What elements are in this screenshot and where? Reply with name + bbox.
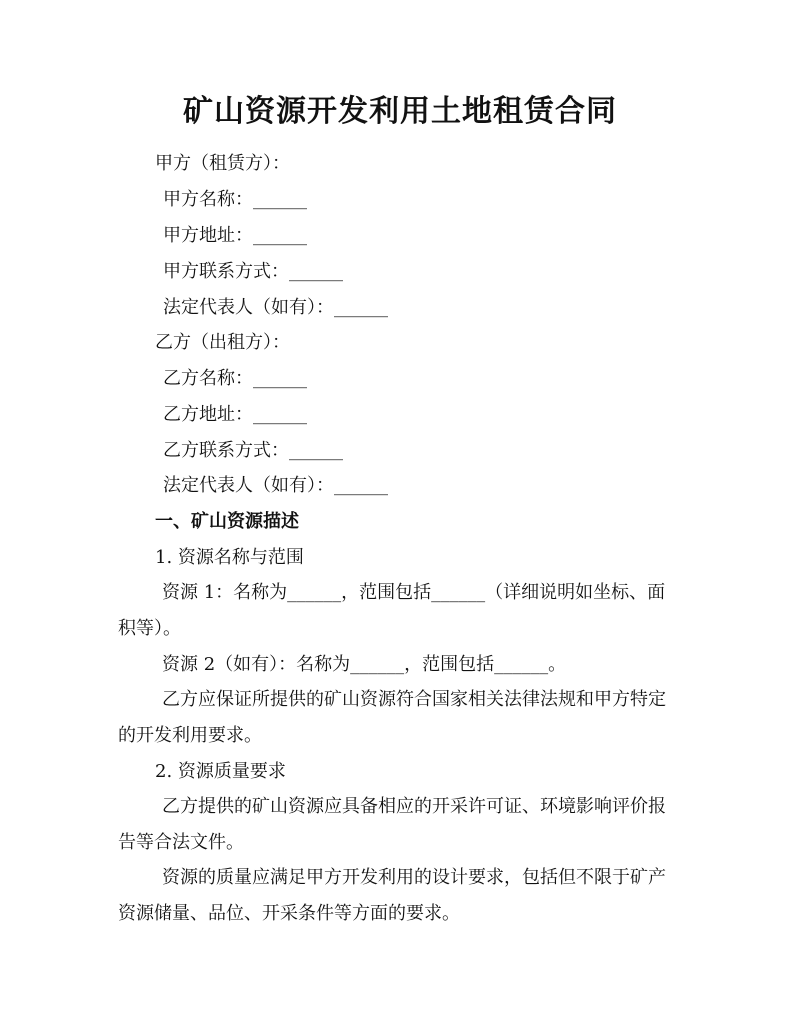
party-b-representative: 法定代表人（如有）：______ — [163, 475, 388, 496]
party-a-representative: 法定代表人（如有）：______ — [163, 297, 388, 318]
party-a-contact: 甲方联系方式：______ — [163, 261, 343, 282]
party-b-heading: 乙方（出租方）： — [155, 332, 290, 353]
party-a-heading: 甲方（租赁方）： — [155, 153, 290, 174]
resource-2-paragraph: 资源 2（如有）：名称为______，范围包括______。 — [162, 654, 567, 675]
document-title: 矿山资源开发利用土地租赁合同 — [183, 94, 617, 129]
section-1-2-heading: 2. 资源质量要求 — [155, 761, 286, 782]
section-1-heading: 一、矿山资源描述 — [155, 511, 299, 532]
quality-paragraph: 资源的质量应满足甲方开发利用的设计要求，包括但不限于矿产资源储量、品位、开采条件等方面的要求。 — [118, 867, 666, 924]
party-a-address: 甲方地址：______ — [163, 225, 307, 246]
guarantee-paragraph: 乙方应保证所提供的矿山资源符合国家相关法律法规和甲方特定的开发利用要求。 — [118, 689, 666, 746]
section-1-1-heading: 1. 资源名称与范围 — [155, 547, 304, 568]
party-a-name: 甲方名称：______ — [163, 189, 307, 210]
party-b-contact: 乙方联系方式：______ — [163, 440, 343, 461]
permits-paragraph: 乙方提供的矿山资源应具备相应的开采许可证、环境影响评价报告等合法文件。 — [118, 796, 666, 853]
party-b-name: 乙方名称：______ — [163, 368, 307, 389]
resource-1-paragraph: 资源 1：名称为______，范围包括______（详细说明如坐标、面积等）。 — [118, 582, 666, 639]
party-b-address: 乙方地址：______ — [163, 404, 307, 425]
